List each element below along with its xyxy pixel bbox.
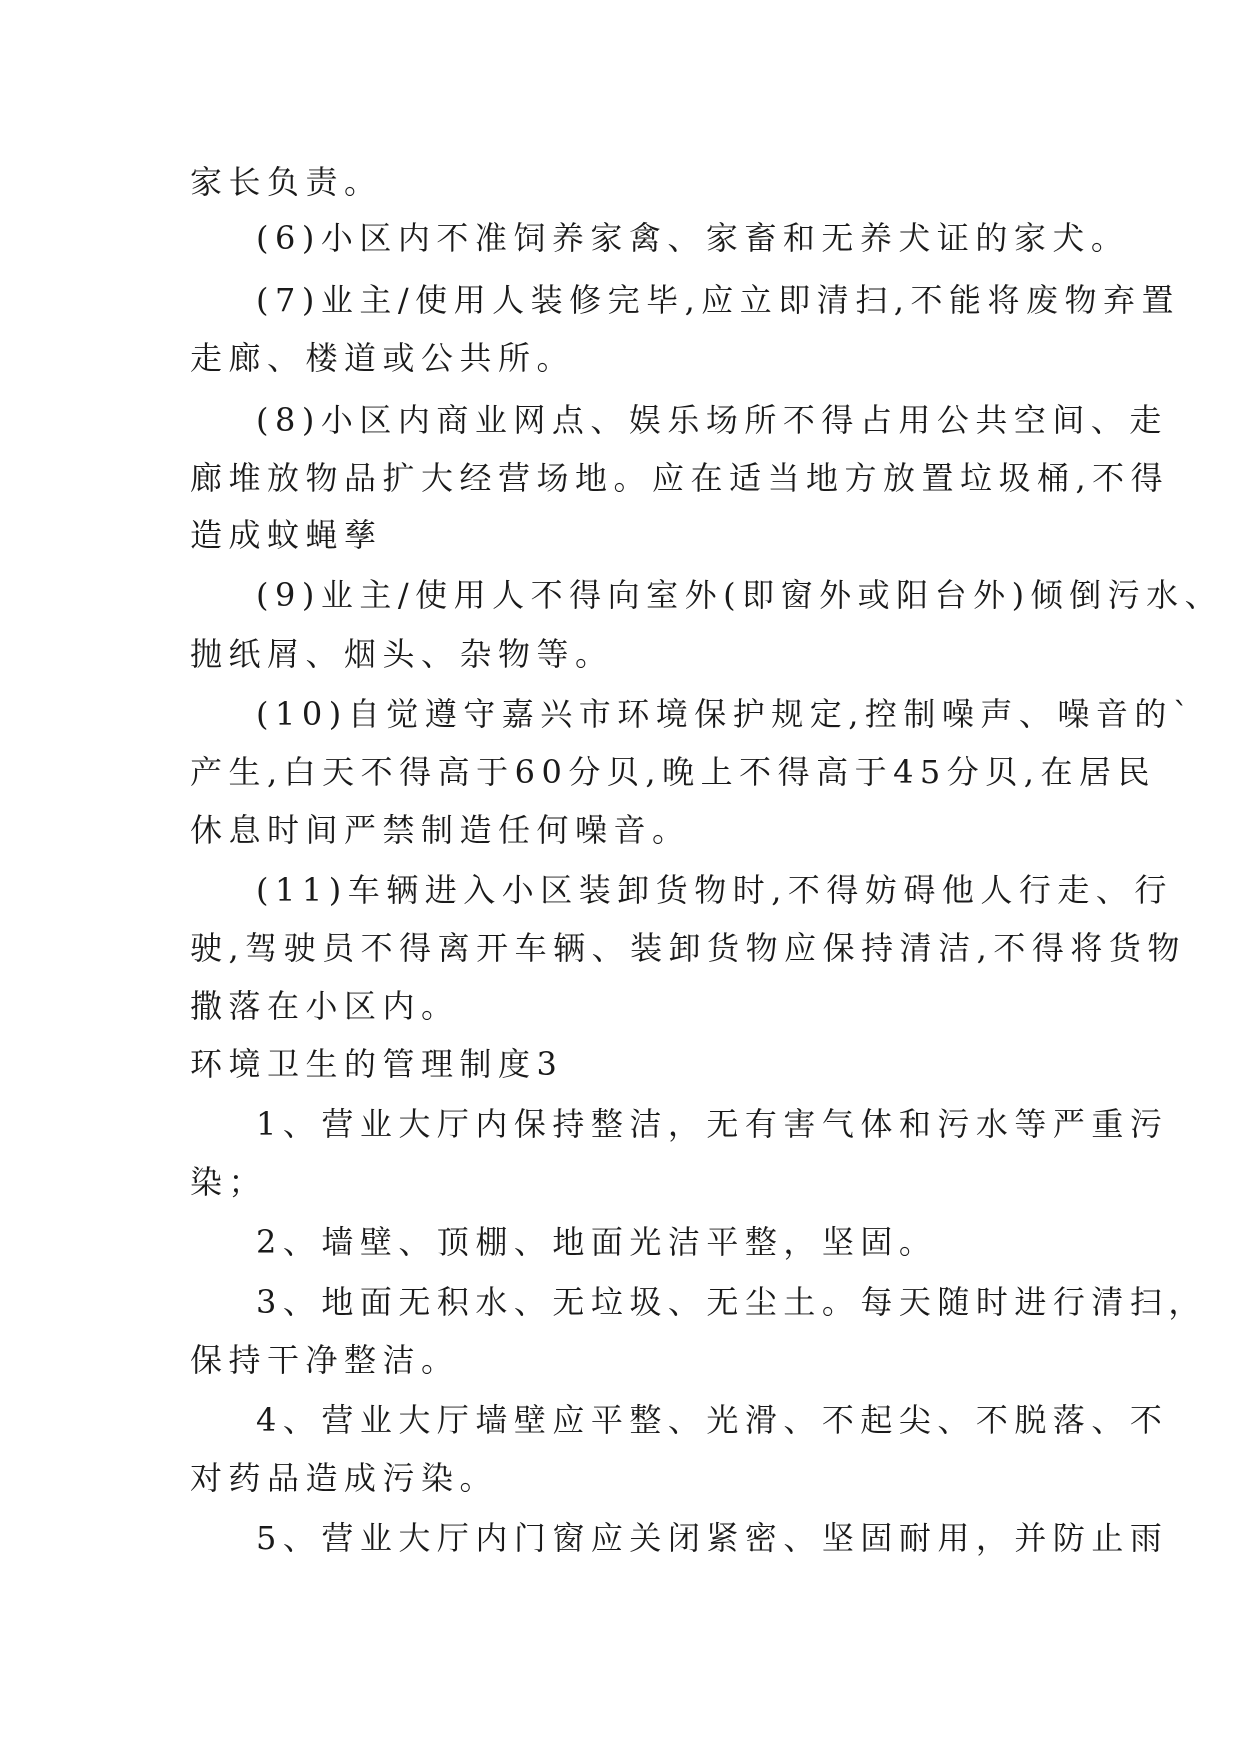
text-line: 4、营业大厅墙壁应平整、光滑、不起尖、不脱落、不 (256, 1401, 1169, 1439)
text-line: 走廊、楼道或公共所。 (190, 339, 576, 377)
text-line: (7)业主/使用人装修完毕,应立即清扫,不能将废物弃置 (256, 281, 1180, 319)
text-line: (9)业主/使用人不得向室外(即窗外或阳台外)倾倒污水、 (256, 576, 1224, 614)
text-line: 保持干净整洁。 (190, 1341, 460, 1379)
text-line: 2、墙壁、顶棚、地面光洁平整，坚固。 (256, 1223, 938, 1261)
text-line: (11)车辆进入小区装卸货物时,不得妨碍他人行走、行 (256, 871, 1173, 909)
text-line: 染； (190, 1163, 268, 1201)
text-line: 1、营业大厅内保持整洁，无有害气体和污水等严重污 (256, 1105, 1169, 1143)
text-line: 产生,白天不得高于60分贝,晚上不得高于45分贝,在居民 (190, 753, 1156, 791)
section-heading: 环境卫生的管理制度3 (190, 1045, 564, 1083)
text-line: (10)自觉遵守嘉兴市环境保护规定,控制噪声、噪音的` (256, 695, 1196, 733)
text-line: (6)小区内不准饲养家禽、家畜和无养犬证的家犬。 (256, 219, 1130, 257)
text-line: 休息时间严禁制造任何噪音。 (190, 811, 691, 849)
text-line: 抛纸屑、烟头、杂物等。 (190, 635, 614, 673)
text-line: 廊堆放物品扩大经营场地。应在适当地方放置垃圾桶,不得 (190, 459, 1170, 497)
text-line: 家长负责。 (190, 163, 383, 201)
text-line: 造成蚊蝇孳 (190, 516, 383, 554)
text-line: (8)小区内商业网点、娱乐场所不得占用公共空间、走 (256, 401, 1168, 439)
text-line: 驶,驾驶员不得离开车辆、装卸货物应保持清洁,不得将货物 (190, 929, 1186, 967)
text-line: 撒落在小区内。 (190, 987, 460, 1025)
text-line: 对药品造成污染。 (190, 1459, 499, 1497)
text-line: 5、营业大厅内门窗应关闭紧密、坚固耐用，并防止雨 (256, 1519, 1169, 1557)
text-line: 3、地面无积水、无垃圾、无尘土。每天随时进行清扫， (256, 1283, 1207, 1321)
